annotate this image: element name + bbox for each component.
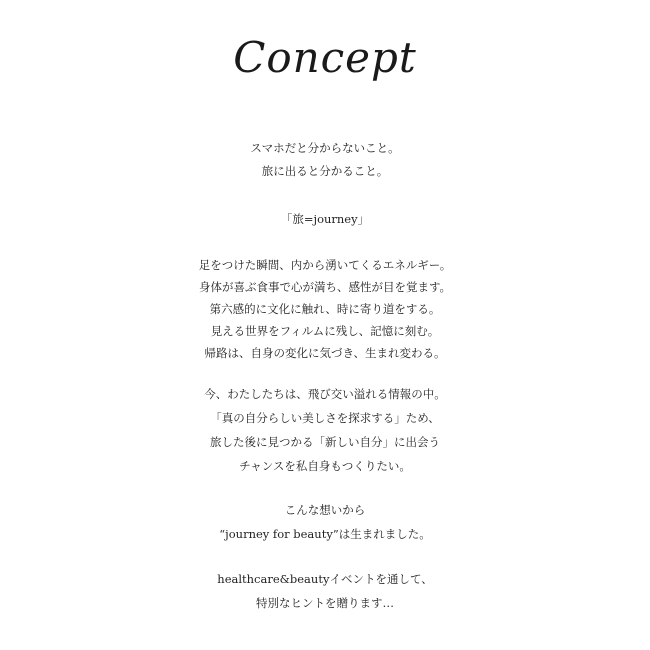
concept-line: 見える世界をフィルムに残し、記憶に刻む。	[210, 324, 440, 338]
concept-line: チャンスを私自身もつくりたい。	[239, 459, 411, 473]
page-title: Concept	[233, 33, 417, 82]
concept-line: 帰路は、自身の変化に気づき、生まれ変わる。	[204, 346, 446, 360]
concept-line: 旅した後に見つかる「新しい自分」に出会う	[210, 435, 440, 449]
concept-line: 「旅=journey」	[280, 212, 370, 226]
concept-line: healthcare&beautyイベントを通して、	[217, 572, 433, 586]
concept-line: 「真の自分らしい美しさを探求する」ため、	[210, 411, 440, 425]
concept-line: 旅に出ると分かること。	[261, 164, 389, 178]
concept-line: 第六感的に文化に触れ、時に寄り道をする。	[209, 302, 441, 316]
concept-line: 特別なヒントを贈ります…	[256, 596, 394, 610]
concept-line: 身体が喜ぶ食事で心が満ち、感性が目を覚ます。	[198, 280, 452, 294]
concept-line: 足をつけた瞬間、内から湧いてくるエネルギー。	[198, 258, 452, 272]
concept-line: スマホだと分からないこと。	[250, 141, 400, 155]
concept-line: 今、わたしたちは、飛び交い溢れる情報の中。	[204, 387, 446, 401]
concept-line: “journey for beauty”は生まれました。	[219, 527, 431, 541]
concept-line: こんな想いから	[284, 503, 366, 517]
